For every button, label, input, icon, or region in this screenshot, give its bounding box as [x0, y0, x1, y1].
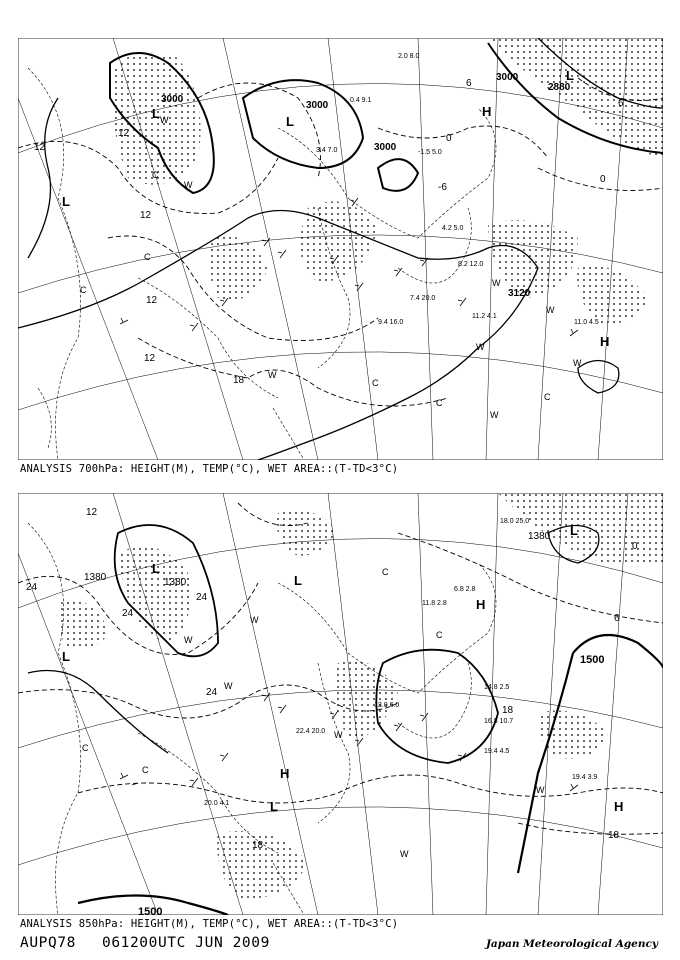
station-obs: 16.8 10.7 — [484, 718, 514, 725]
warm-marker: W — [184, 635, 193, 645]
height-label: 3000 — [374, 142, 397, 153]
warm-marker: W — [224, 681, 233, 691]
map-panel-700hpa — [18, 38, 663, 460]
cold-marker: C — [152, 170, 159, 180]
cold-marker: C — [80, 285, 87, 295]
temp-label: 12 — [140, 210, 152, 221]
station-obs: 20.0 4.1 — [204, 800, 230, 807]
cold-marker: C — [82, 743, 89, 753]
temp-label: 24 — [122, 608, 134, 619]
chart-code-line — [20, 935, 296, 951]
station-obs: 8.2 12.0 — [458, 261, 484, 268]
high-center: H — [280, 766, 290, 781]
temp-label: 24 — [196, 592, 208, 603]
map-850hpa-svg — [18, 493, 663, 915]
station-obs: 0.4 9.1 — [350, 97, 372, 104]
temp-label: 18 — [502, 705, 514, 716]
cold-marker: C — [544, 392, 551, 402]
warm-marker: W — [250, 615, 259, 625]
low-center: L — [152, 106, 160, 121]
height-label: 3000 — [306, 100, 329, 111]
station-obs: 6.8 2.8 — [454, 586, 476, 593]
low-center: L — [62, 649, 70, 664]
low-center: L — [570, 523, 578, 538]
height-label: 3000 — [161, 94, 184, 105]
temp-label: 18 — [233, 375, 245, 386]
high-center: H — [600, 334, 610, 349]
height-label: 2880 — [548, 82, 571, 93]
height-label: 1500 — [138, 906, 163, 915]
warm-marker: W — [573, 358, 582, 368]
station-obs: 14.8 2.5 — [484, 684, 510, 691]
cold-marker: C — [372, 378, 379, 388]
warm-marker: W — [184, 180, 193, 190]
high-center: H — [614, 799, 624, 814]
station-obs: 2.0 8.0 — [398, 53, 420, 60]
station-obs: 4.2 5.0 — [442, 225, 464, 232]
chart-code: AUPQ78 — [20, 935, 76, 951]
height-label: 3120 — [508, 288, 531, 299]
temp-label: 12 — [86, 507, 98, 518]
temp-label: 6 — [614, 613, 620, 624]
caption-850hpa: ANALYSIS 850hPa: HEIGHT(M), TEMP(°C), WET AREA::(T-TD<3°C) — [20, 918, 399, 930]
warm-marker: W — [490, 410, 499, 420]
station-obs: -1.5 5.0 — [418, 149, 442, 156]
height-label: 1500 — [580, 654, 605, 666]
cold-marker: C — [436, 398, 443, 408]
high-center: H — [482, 104, 492, 119]
station-obs: 3.4 7.0 — [316, 147, 338, 154]
temp-label: 12 — [146, 295, 158, 306]
low-center: L — [294, 573, 302, 588]
warm-marker: W — [334, 730, 343, 740]
station-obs: 22.4 20.0 — [296, 728, 326, 735]
station-obs: 11.8 2.8 — [422, 600, 447, 607]
station-obs: 13.0 6.0 — [374, 702, 400, 709]
station-obs: 11.2 4.1 — [472, 313, 497, 320]
caption-700hpa: ANALYSIS 700hPa: HEIGHT(M), TEMP(°C), WET AREA::(T-TD<3°C) — [20, 463, 399, 475]
temp-label: 12 — [34, 142, 46, 153]
temp-label: 24 — [26, 582, 38, 593]
warm-marker: W — [492, 278, 501, 288]
agency-credit: Japan Meteorological Agency — [485, 938, 658, 950]
high-center: H — [476, 597, 486, 612]
station-obs: 18.0 25.0 — [500, 518, 530, 525]
low-center: L — [152, 561, 160, 576]
station-obs: 7.4 20.0 — [410, 295, 436, 302]
warm-marker: W — [546, 305, 555, 315]
temp-label: 6 — [466, 78, 472, 89]
warm-marker: W — [536, 785, 545, 795]
height-label: 3000 — [496, 72, 519, 83]
height-label: 1380 — [84, 572, 107, 583]
warm-marker: W — [400, 849, 409, 859]
map-700hpa-svg — [18, 38, 663, 460]
map-panel-850hpa — [18, 493, 663, 915]
low-center: L — [62, 194, 70, 209]
warm-marker: W — [476, 342, 485, 352]
warm-marker: W — [268, 370, 277, 380]
temp-label: -6 — [438, 182, 447, 193]
station-obs: 11.0 4.5 — [574, 319, 599, 326]
low-center: L — [566, 68, 574, 83]
cold-marker: C — [382, 567, 389, 577]
temp-label: 0 — [446, 133, 452, 144]
temp-label: 18 — [608, 830, 620, 841]
temp-label: 0 — [632, 541, 638, 552]
low-center: L — [270, 799, 278, 814]
cold-marker: C — [436, 630, 443, 640]
station-obs: 19.4 4.5 — [484, 748, 510, 755]
cold-marker: C — [142, 765, 149, 775]
height-label: 1380 — [164, 577, 187, 588]
station-obs: 9.4 16.0 — [378, 319, 404, 326]
temp-label: 0 — [600, 174, 606, 185]
temp-label: 12 — [118, 128, 130, 139]
height-label: 1380 — [528, 531, 551, 542]
low-center: L — [286, 114, 294, 129]
valid-time: 061200UTC JUN 2009 — [101, 935, 270, 951]
cold-marker: C — [144, 252, 151, 262]
station-obs: 19.4 3.9 — [572, 774, 598, 781]
temp-label: 6 — [618, 98, 624, 109]
temp-label: 12 — [144, 353, 156, 364]
temp-label: 24 — [206, 687, 218, 698]
temp-label: 18 — [252, 840, 264, 851]
warm-marker: W — [160, 115, 169, 125]
